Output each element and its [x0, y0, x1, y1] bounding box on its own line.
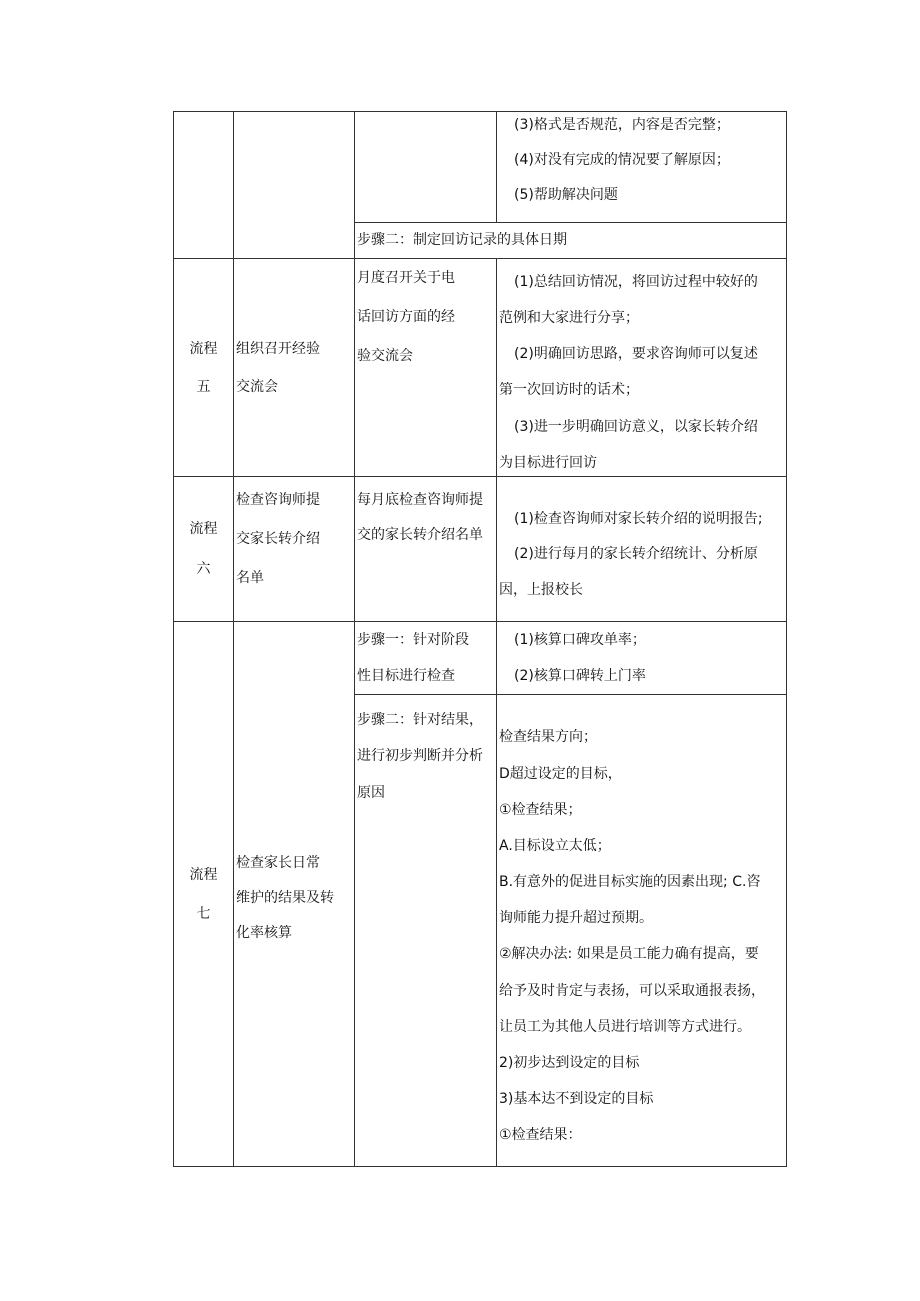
- column-divider-1: [233, 111, 234, 1167]
- flow5-timing: 月度召开关于电: [357, 270, 455, 286]
- row-divider-step2: [354, 222, 787, 223]
- flow7-step1-detail: (1)核算口碑攻单率；: [514, 632, 646, 648]
- flow7-task: 检查家长日常: [236, 855, 320, 871]
- flow6-task: 交家长转介绍: [236, 531, 320, 547]
- row-divider-flow7: [173, 621, 787, 622]
- flow7-step2-detail: 2)初步达到设定的目标: [499, 1055, 640, 1071]
- flow7-step1-detail: (2)核算口碑转上门率: [514, 668, 646, 684]
- flow5-timing: 验交流会: [357, 348, 413, 364]
- flow6-detail: 因，上报校长: [499, 582, 583, 598]
- flow5-detail: (3)进一步明确回访意义，以家长转介绍: [514, 419, 758, 435]
- flow7-step2-detail: 3)基本达不到设定的目标: [499, 1091, 654, 1107]
- flow6-task: 检查咨询师提: [236, 492, 320, 508]
- table-border-bottom: [173, 1166, 787, 1167]
- row-divider-flow5: [173, 258, 787, 259]
- detail-line: (4)对没有完成的情况要了解原因；: [514, 152, 730, 168]
- step2-date-label: 步骤二：制定回访记录的具体日期: [357, 232, 567, 248]
- table-border-left: [173, 111, 174, 1167]
- flow6-detail: (1)检查咨询师对家长转介绍的说明报告;: [514, 511, 763, 527]
- flow6-label: 六: [196, 561, 211, 577]
- flow6-timing: 每月底检查咨询师提: [357, 492, 483, 508]
- column-divider-3a: [496, 111, 497, 222]
- flow7-step2-detail: 给予及时肯定与表扬，可以采取通报表扬，: [499, 983, 765, 999]
- row-divider-flow7-step2: [354, 694, 787, 695]
- flow5-label: 五: [196, 379, 211, 395]
- flow7-task: 化率核算: [236, 925, 292, 941]
- flow7-step2-detail: A.目标设立太低；: [499, 838, 611, 854]
- detail-line: (5)帮助解决问题: [514, 187, 618, 203]
- flow7-label: 七: [196, 906, 211, 922]
- flow5-task: 组织召开经验: [236, 341, 320, 357]
- flow5-detail: (1)总结回访情况，将回访过程中较好的: [514, 274, 758, 290]
- flow7-task: 维护的结果及转: [236, 890, 334, 906]
- flow6-task: 名单: [236, 570, 264, 586]
- flow7-label: 流程: [189, 867, 218, 883]
- flow6-detail: (2)进行每月的家长转介绍统计、分析原: [514, 546, 758, 562]
- flow5-task: 交流会: [236, 379, 278, 395]
- column-divider-2: [354, 111, 355, 1167]
- table-border-right: [786, 111, 787, 1167]
- flow7-step2-detail: ②解决办法: 如果是员工能力确有提高，要: [499, 946, 759, 962]
- flow5-detail: 第一次回访时的话术；: [499, 382, 639, 398]
- row-divider-flow6: [173, 476, 787, 477]
- flow7-step1: 步骤一：针对阶段: [357, 632, 469, 648]
- flow5-timing: 话回访方面的经: [357, 309, 455, 325]
- flow5-label: 流程: [189, 341, 218, 357]
- flow7-step2-detail: 检查结果方向；: [499, 729, 597, 745]
- flow5-detail: (2)明确回访思路，要求咨询师可以复述: [514, 346, 758, 362]
- flow7-step2-detail: ①检查结果；: [499, 802, 582, 818]
- flow7-step2-detail: ①检查结果：: [499, 1127, 582, 1143]
- flow5-detail: 为目标进行回访: [499, 455, 597, 471]
- flow7-step1: 性目标进行检查: [357, 668, 455, 684]
- flow6-label: 流程: [189, 521, 218, 537]
- table-border-top: [173, 111, 787, 112]
- flow7-step2: 进行初步判断并分析: [357, 748, 483, 764]
- flow7-step2: 步骤二：针对结果，: [357, 712, 483, 728]
- flow7-step2-detail: 让员工为其他人员进行培训等方式进行。: [499, 1019, 751, 1035]
- column-divider-3b: [496, 258, 497, 1167]
- flow7-step2-detail: 询师能力提升超过预期。: [499, 910, 653, 926]
- flow7-step2-detail: D超过设定的目标，: [499, 766, 622, 782]
- flow7-step2-detail: B.有意外的促进目标实施的因素出现; C.咨: [499, 874, 761, 890]
- detail-line: (3)格式是否规范，内容是否完整；: [514, 117, 730, 133]
- flow6-timing: 交的家长转介绍名单: [357, 527, 483, 543]
- flow5-detail: 范例和大家进行分享；: [499, 310, 639, 326]
- flow7-step2: 原因: [357, 785, 385, 801]
